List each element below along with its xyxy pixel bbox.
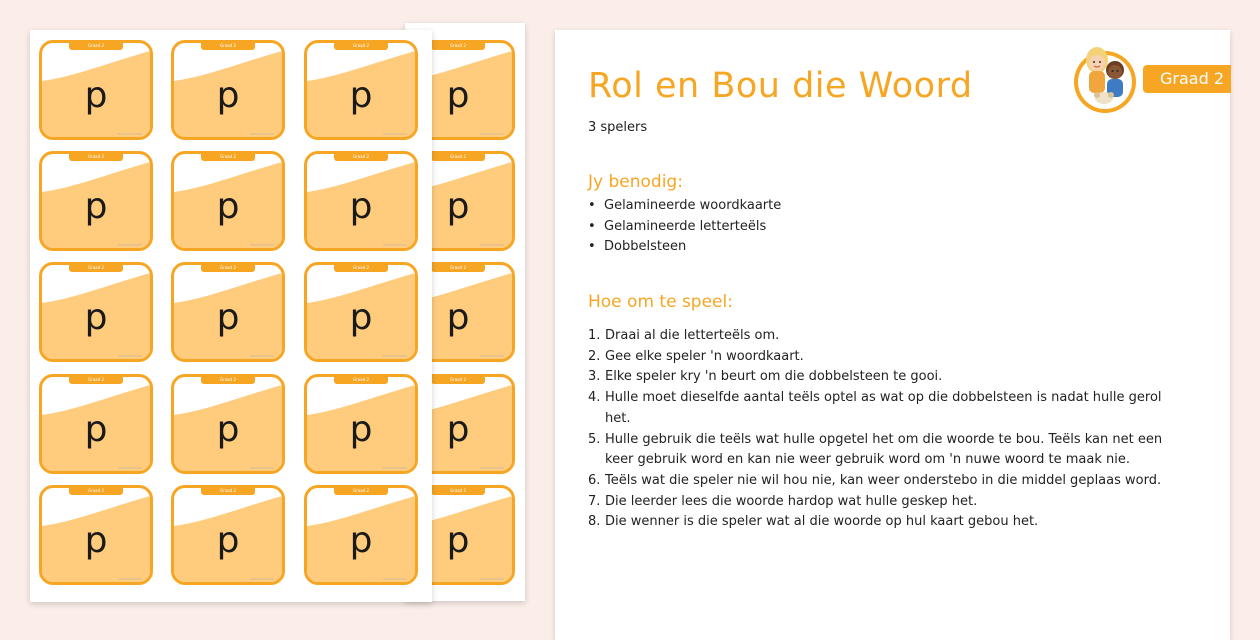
card-letter: p: [84, 297, 108, 338]
bullet-icon: •: [588, 218, 596, 234]
card-grade-tag: Graad 2: [201, 264, 255, 272]
step-item: [588, 326, 1188, 347]
letter-card: [171, 485, 285, 585]
step-item: [588, 430, 1188, 471]
step-text: Die leerder lees die woorde hardop wat hulle geskep het.: [605, 493, 978, 509]
card-letter: p: [349, 520, 373, 561]
card-grade-tag: Graad 2: [69, 153, 123, 161]
card-footer-mark: [250, 467, 274, 469]
card-letter: p: [84, 75, 108, 116]
card-letter: p: [216, 75, 240, 116]
needs-item: [588, 217, 781, 238]
card-letter: p: [84, 186, 108, 227]
step-text: Die wenner is die speler wat al die woorde op hul kaart gebou het.: [605, 514, 1039, 530]
card-letter: p: [446, 409, 470, 450]
letter-card: [304, 485, 418, 585]
step-item: [588, 347, 1188, 368]
bullet-icon: •: [588, 239, 596, 254]
letter-card: [39, 262, 153, 362]
letter-card: [304, 374, 418, 474]
card-letter: p: [349, 297, 373, 338]
step-text: Elke speler kry 'n beurt om die dobbelsteen te gooi.: [605, 369, 943, 385]
card-footer-mark: [480, 355, 504, 357]
card-grade-tag: Graad 2: [431, 153, 485, 161]
card-letter: p: [216, 520, 240, 561]
step-number: 4.: [588, 390, 601, 406]
players-count: 3 spelers: [588, 120, 648, 135]
card-letter: p: [349, 186, 373, 227]
card-letter: p: [446, 75, 470, 116]
card-footer-mark: [118, 133, 142, 135]
step-text: Teëls wat die speler nie wil hou nie, kan weer onderstebo in die middel geplaas word.: [605, 472, 1162, 488]
step-number: 2.: [588, 348, 601, 364]
letter-card: [39, 374, 153, 474]
letter-card: [304, 262, 418, 362]
letter-card: [39, 151, 153, 251]
letter-card: [39, 40, 153, 140]
card-grade-tag: Graad 2: [69, 42, 123, 50]
card-grade-tag: Graad 2: [69, 376, 123, 384]
card-letter: p: [84, 520, 108, 561]
card-grade-tag: Graad 2: [334, 42, 388, 50]
step-item: [588, 388, 1188, 429]
card-grade-tag: Graad 2: [201, 153, 255, 161]
card-grade-tag: Graad 2: [431, 487, 485, 495]
card-grade-tag: Graad 2: [69, 264, 123, 272]
needs-item: [588, 237, 781, 258]
children-illustration-icon: [1067, 38, 1143, 114]
needs-item: [588, 196, 781, 217]
card-grade-tag: Graad 2: [431, 264, 485, 272]
card-letter: p: [349, 75, 373, 116]
step-text: Hulle gebruik die teëls wat hulle opgetel het om die woorde te bou. Teëls kan net een keer gebruik word en kan nie weer gebruik word om 'n nuwe woord te maak nie.: [605, 431, 1163, 468]
step-number: 7.: [588, 493, 601, 509]
step-item: [588, 512, 1188, 533]
card-footer-mark: [118, 578, 142, 580]
card-grade-tag: Graad 2: [201, 487, 255, 495]
instruction-sheet: [555, 30, 1230, 640]
card-grade-tag: Graad 2: [431, 376, 485, 384]
card-letter: p: [84, 409, 108, 450]
card-footer-mark: [118, 244, 142, 246]
bullet-icon: •: [588, 198, 596, 213]
card-footer-mark: [118, 355, 142, 357]
step-text: Draai al die letterteëls om.: [605, 328, 780, 343]
card-footer-mark: [250, 133, 274, 135]
page-title: Rol en Bou die Woord: [588, 66, 973, 106]
card-footer-mark: [383, 578, 407, 580]
card-grade-tag: Graad 2: [69, 487, 123, 495]
letter-card: [171, 40, 285, 140]
card-grade-tag: Graad 2: [334, 376, 388, 384]
needs-item-label: Gelamineerde woordkaarte: [604, 198, 782, 213]
grade-badge: Graad 2: [1143, 65, 1231, 93]
steps-list: [588, 326, 1188, 533]
card-grade-tag: Graad 2: [334, 264, 388, 272]
card-grade-tag: Graad 2: [334, 153, 388, 161]
step-text: Gee elke speler 'n woordkaart.: [605, 348, 804, 364]
card-footer-mark: [250, 355, 274, 357]
card-letter: p: [446, 297, 470, 338]
letter-card: [39, 485, 153, 585]
children-avatar: [1067, 38, 1143, 114]
step-item: [588, 492, 1188, 513]
card-grade-tag: Graad 2: [431, 42, 485, 50]
card-footer-mark: [480, 578, 504, 580]
card-footer-mark: [118, 467, 142, 469]
how-to-play-heading: Hoe om te speel:: [588, 292, 733, 312]
letter-card: [171, 374, 285, 474]
card-footer-mark: [383, 133, 407, 135]
needs-list: [588, 196, 781, 258]
card-letter: p: [216, 186, 240, 227]
card-footer-mark: [383, 244, 407, 246]
needs-heading: Jy benodig:: [588, 172, 683, 192]
card-footer-mark: [480, 467, 504, 469]
step-number: 8.: [588, 514, 601, 530]
card-footer-mark: [383, 355, 407, 357]
card-footer-mark: [480, 133, 504, 135]
step-item: [588, 367, 1188, 388]
card-grade-tag: Graad 2: [201, 376, 255, 384]
step-number: 5.: [588, 431, 601, 447]
card-letter: p: [216, 297, 240, 338]
step-item: [588, 471, 1188, 492]
card-letter: p: [446, 520, 470, 561]
front-card-sheet: [30, 30, 432, 602]
letter-card: [171, 262, 285, 362]
card-footer-mark: [383, 467, 407, 469]
step-number: 1.: [588, 328, 601, 343]
card-letter: p: [446, 186, 470, 227]
step-text: Hulle moet dieselfde aantal teëls optel as wat op die dobbelsteen is nadat hulle gerol het.: [605, 390, 1162, 426]
card-footer-mark: [250, 244, 274, 246]
letter-card: [304, 151, 418, 251]
card-letter: p: [216, 409, 240, 450]
card-grade-tag: Graad 2: [334, 487, 388, 495]
card-footer-mark: [480, 244, 504, 246]
step-number: 3.: [588, 369, 601, 385]
card-letter: p: [349, 409, 373, 450]
letter-card: [304, 40, 418, 140]
step-number: 6.: [588, 472, 601, 488]
card-footer-mark: [250, 578, 274, 580]
needs-item-label: Dobbelsteen: [604, 239, 687, 254]
card-grade-tag: Graad 2: [201, 42, 255, 50]
needs-item-label: Gelamineerde letterteëls: [604, 218, 767, 234]
letter-card: [171, 151, 285, 251]
